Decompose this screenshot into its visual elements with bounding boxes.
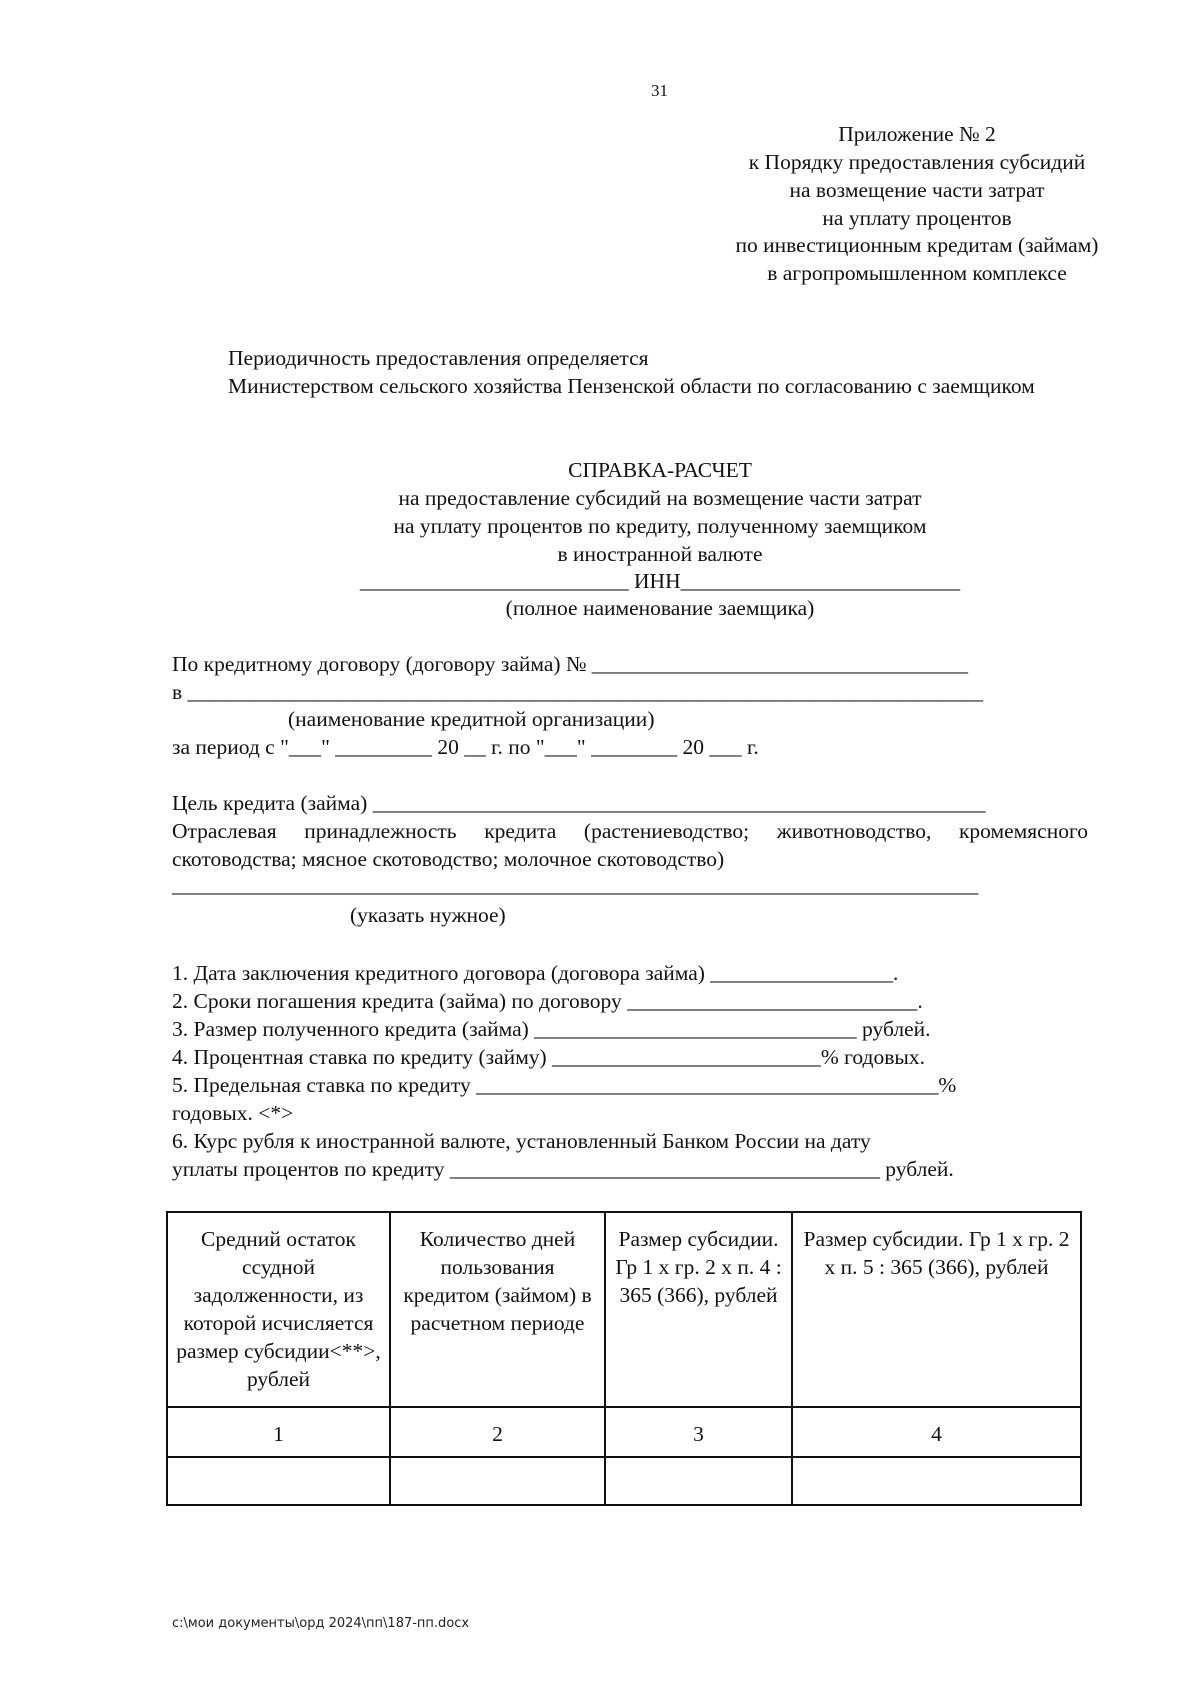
contract-number-line: По кредитному договору (договору займа) № ___________________________________: [172, 652, 969, 676]
period-line: за период с "___" _________ 20 __ г. по "___" ________ 20 ___ г.: [172, 735, 759, 759]
appendix-line: на уплату процентов: [822, 206, 1012, 230]
credit-organization-line: в __________________________________________________________________________: [172, 680, 984, 704]
industry-caption: (указать нужное): [350, 903, 506, 927]
industry-line: скотоводства; мясное скотоводство; молочное скотоводство): [172, 847, 725, 871]
table-cell: [605, 1457, 792, 1505]
industry-blank-line: ___________________________________________________________________________: [172, 873, 979, 897]
subsidy-table: [166, 1211, 1082, 1506]
table-number-row: [167, 1407, 1081, 1457]
title-line: в иностранной валюте: [557, 542, 763, 566]
appendix-line: в агропромышленном комплексе: [767, 261, 1067, 285]
appendix-line: по инвестиционным кредитам (займам): [735, 233, 1099, 257]
item-credit-amount: 3. Размер полученного кредита (займа) ______________________________ рублей.: [172, 1017, 931, 1041]
table-header-row: [167, 1212, 1081, 1407]
column-number: 2: [390, 1407, 605, 1457]
credit-organization-caption: (наименование кредитной организации): [288, 707, 655, 731]
header-subsidy-p4: Размер субсидии. Гр 1 х гр. 2 х п. 4 : 365 (366), рублей: [605, 1212, 792, 1407]
table-cell: [792, 1457, 1081, 1505]
industry-line: Отраслевая принадлежность кредита (растениеводство; животноводство, кромемясного: [172, 819, 1088, 843]
item-exchange-rate: 6. Курс рубля к иностранной валюте, установленный Банком России на дату: [172, 1129, 871, 1153]
borrower-caption: (полное наименование заемщика): [505, 596, 815, 620]
appendix-title: Приложение № 2: [838, 122, 996, 146]
table-cell: [390, 1457, 605, 1505]
credit-purpose-line: Цель кредита (займа) _________________________________________________________: [172, 791, 986, 815]
header-average-balance: Средний остаток ссудной задолженности, из которой исчисляется размер субсидии<**>, рублей: [167, 1212, 390, 1407]
appendix-line: на возмещение части затрат: [789, 178, 1045, 202]
appendix-line: к Порядку предоставления субсидий: [748, 150, 1086, 174]
column-number: 4: [792, 1407, 1081, 1457]
item-exchange-rate-cont: уплаты процентов по кредиту ________________________________________ рублей.: [172, 1157, 954, 1181]
item-contract-date: 1. Дата заключения кредитного договора (договора займа) _________________.: [172, 961, 899, 985]
header-days-count: Количество дней пользования кредитом (займом) в расчетном периоде: [390, 1212, 605, 1407]
title-line: на предоставление субсидий на возмещение части затрат: [398, 486, 922, 510]
title-line: на уплату процентов по кредиту, полученному заемщиком: [393, 514, 927, 538]
item-repayment-terms: 2. Сроки погашения кредита (займа) по договору ___________________________.: [172, 989, 923, 1013]
table-row: [167, 1457, 1081, 1505]
document-title: СПРАВКА-РАСЧЕТ: [568, 458, 752, 482]
column-number: 1: [167, 1407, 390, 1457]
item-interest-rate: 4. Процентная ставка по кредиту (займу) _________________________% годовых.: [172, 1045, 925, 1069]
page-number: 31: [651, 81, 668, 100]
item-max-rate-cont: годовых. <*>: [172, 1101, 294, 1125]
footer-file-path: c:\мои документы\орд 2024\пп\187-пп.docx: [172, 1616, 470, 1631]
table-cell: [167, 1457, 390, 1505]
periodicity-line: Периодичность предоставления определяется: [228, 346, 649, 370]
item-max-rate: 5. Предельная ставка по кредиту ___________________________________________%: [172, 1073, 957, 1097]
column-number: 3: [605, 1407, 792, 1457]
header-subsidy-p5: Размер субсидии. Гр 1 х гр. 2 х п. 5 : 365 (366), рублей: [792, 1212, 1081, 1407]
inn-line: _________________________ ИНН__________________________: [359, 569, 961, 593]
periodicity-line: Министерством сельского хозяйства Пензенской области по согласованию с заемщиком: [228, 374, 1035, 398]
